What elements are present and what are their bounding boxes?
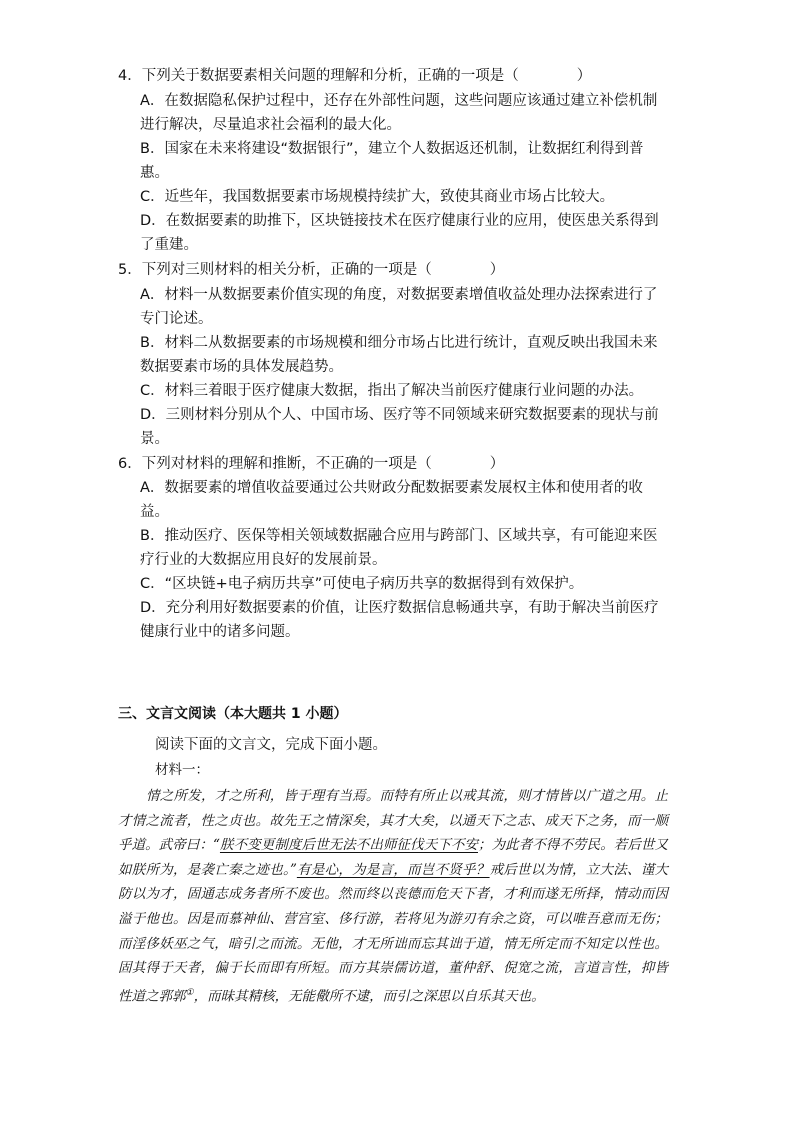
question-6-option-c: C．“区块链+电子病历共享”可使电子病历共享的数据得到有效保护。 — [140, 576, 584, 592]
question-6-option-d: D．充分利用好数据要素的价值，让医疗数据信息畅通共享，有助于解决当前医疗健康行业中的诸多问题。 — [140, 600, 659, 640]
question-6-option-a: A．数据要素的增值收益要通过公共财政分配数据要素发展权主体和使用者的收益。 — [140, 480, 643, 520]
footnote-marker: ① — [185, 987, 194, 998]
passage-underline-1: 朕不变更制度后世无法不出师征伐天下不安 — [219, 837, 478, 854]
passage-text-3: 戒后世以为情，立大法、谨大防以为才，固通志成务者所不废也。然而终以丧德而危天下者，才利而遂无所择，情动而因溢于他也。因是而慕神仙、营宫室、侈行游，若将见为游刃有余之资，可以唯吾意而无伤；而淫侈妖巫之气，暗引之而流。无他，才无所诎而忘其诎于道，情无所定而不知定以性也。固其得于天者，偏于长而即有所短。而方其崇儒访道，董仲舒、倪宽之流，言道言性，抑皆性道之郛郭 — [118, 861, 669, 1005]
question-4-option-c: C．近些年，我国数据要素市场规模持续扩大，致使其商业市场占比较大。 — [140, 189, 615, 205]
question-5-option-c: C．材料三着眼于医疗健康大数据，指出了解决当前医疗健康行业问题的办法。 — [140, 383, 644, 399]
question-6-option-b: B．推动医疗、医保等相关领域数据融合应用与跨部门、区域共享，有可能迎来医疗行业的大数据应用良好的发展前景。 — [140, 528, 658, 568]
reading-instruction: 阅读下面的文言文，完成下面小题。 — [155, 737, 387, 753]
question-5-option-d: D．三则材料分别从个人、中国市场、医疗等不同领域来研究数据要素的现状与前景。 — [140, 407, 659, 447]
question-5-option-b: B．材料二从数据要素的市场规模和细分市场占比进行统计，直观反映出我国未来数据要素市场的具体发展趋势。 — [140, 335, 658, 375]
question-4-option-a: A．在数据隐私保护过程中，还存在外部性问题，这些问题应该通过建立补偿机制进行解决，尽量追求社会福利的最大化。 — [140, 93, 658, 133]
passage-text-4: ，而昧其精核，无能儆所不逮，而引之深思以自乐其天也。 — [193, 988, 545, 1005]
passage-underline-2: 有是心，为是言，而岂不贤乎？ — [296, 861, 490, 878]
material-label: 材料一： — [155, 762, 209, 778]
question-5-option-a: A．材料一从数据要素价值实现的角度，对数据要素增值收益处理办法探索进行了专门论述。 — [140, 287, 658, 327]
question-4-stem: 4．下列关于数据要素相关问题的理解和分析，正确的一项是（ ） — [118, 68, 592, 84]
passage-text-1: 情之所发，才之所利，皆于理有当焉。而特有所止以戒其流，则才情皆以广道之用。止才情之流者，性之贞也。故先王之情深矣，其才大矣，以通天下之志、成天下之务，而一顺乎道。武帝曰：“ — [118, 788, 668, 854]
passage-text-2: ；为此者不得不劳民。若后世又如朕所为，是袭亡秦之迹也。” — [118, 837, 669, 878]
question-4-option-d: D．在数据要素的助推下，区块链接技术在医疗健康行业的应用，使医患关系得到了重建。 — [140, 213, 659, 253]
question-6-stem: 6．下列对材料的理解和推断，不正确的一项是（ ） — [118, 456, 505, 472]
section-title: 三、文言文阅读（本大题共 1 小题） — [118, 706, 348, 722]
question-5-stem: 5．下列对三则材料的相关分析，正确的一项是（ ） — [118, 262, 505, 278]
classical-passage — [118, 784, 668, 1009]
question-4-option-b: B．国家在未来将建设“数据银行”，建立个人数据返还机制，让数据红利得到普惠。 — [140, 141, 644, 181]
